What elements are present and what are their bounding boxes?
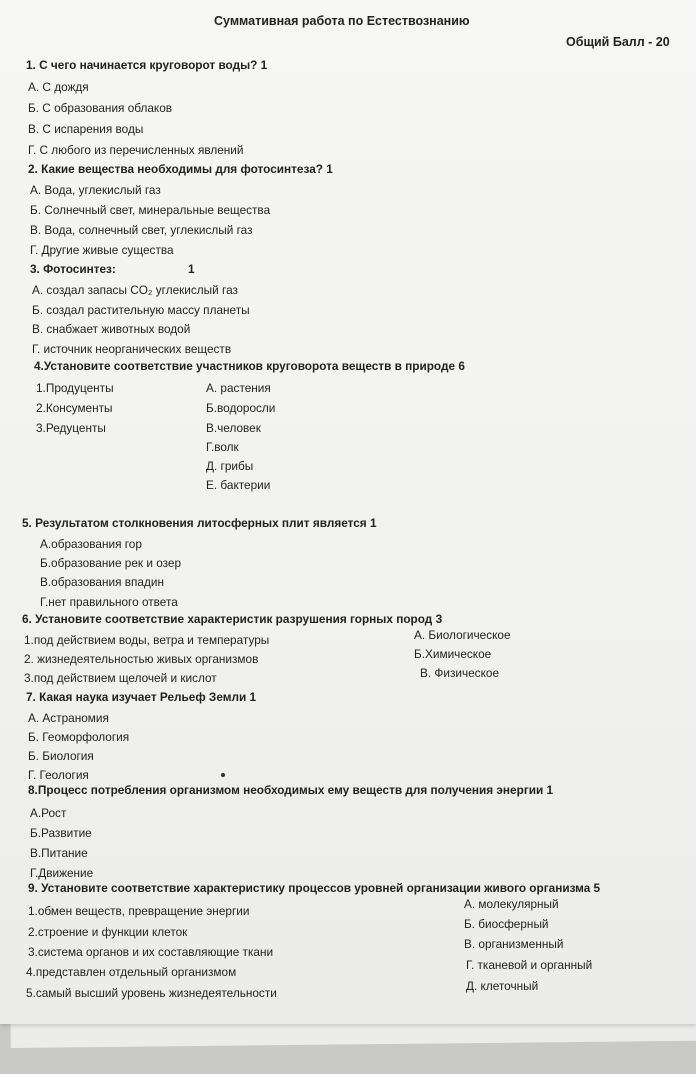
q2-option-c: В. Вода, солнечный свет, углекислый газ — [30, 223, 253, 237]
q8-option-d: Г.Движение — [30, 866, 94, 880]
q3-option-a: А. создал запасы CO₂ углекислый газ — [32, 283, 238, 297]
q3-option-b: Б. создал растительную массу планеты — [32, 303, 250, 317]
q8-option-c: В.Питание — [30, 846, 88, 860]
q6-right-a: А. Биологическое — [414, 628, 511, 642]
q9-right-d: Г. тканевой и органный — [466, 958, 593, 972]
question-8: 8.Процесс потребления организмом необходимых ему веществ для получения энергии 1 — [28, 783, 554, 797]
q2-option-b: Б. Солнечный свет, минеральные вещества — [30, 203, 271, 217]
q6-left-2: 2. жизнедеятельностью живых организмов — [24, 652, 259, 666]
q1-option-d: Г. С любого из перечисленных явлений — [28, 143, 244, 157]
q6-left-1: 1.под действием воды, ветра и температуры — [24, 633, 270, 647]
q4-right-f: Е. бактерии — [206, 478, 271, 492]
question-1: 1. С чего начинается круговорот воды? 1 — [26, 58, 268, 72]
ink-dot — [221, 773, 225, 777]
q1-option-a: А. С дождя — [28, 80, 89, 94]
q5-option-b: Б.образование рек и озер — [40, 556, 182, 570]
q8-option-b: Б.Развитие — [30, 826, 92, 840]
q7-option-d: Г. Геология — [28, 768, 89, 782]
q1-option-c: В. С испарения воды — [28, 122, 144, 136]
q5-option-d: Г.нет правильного ответа — [40, 595, 178, 609]
q4-right-d: Г.волк — [206, 440, 239, 454]
q9-right-c: В. организменный — [464, 937, 564, 951]
question-7: 7. Какая наука изучает Рельеф Земли 1 — [26, 690, 257, 704]
q9-left-1: 1.обмен веществ, превращение энергии — [28, 904, 250, 918]
q7-option-c: Б. Биология — [28, 749, 94, 763]
question-6: 6. Установите соответствие характеристик разрушения горных пород 3 — [22, 612, 443, 626]
q9-left-4: 4.представлен отдельный организмом — [26, 965, 237, 979]
q6-right-c: В. Физическое — [420, 666, 500, 680]
q8-option-a: А.Рост — [30, 806, 67, 820]
q4-right-c: В.человек — [206, 421, 261, 435]
q4-right-a: А. растения — [206, 381, 271, 395]
q4-left-3: 3.Редуценты — [36, 421, 106, 435]
q3-option-c: В. снабжает животных водой — [32, 322, 191, 336]
q6-right-b: Б.Химическое — [414, 647, 492, 661]
q9-left-5: 5.самый высший уровень жизнедеятельности — [26, 986, 277, 1000]
question-5: 5. Результатом столкновения литосферных плит является 1 — [22, 516, 377, 530]
q9-right-a: А. молекулярный — [464, 897, 559, 911]
q9-left-2: 2.строение и функции клеток — [28, 925, 188, 939]
total-score: Общий Балл - 20 — [566, 35, 670, 49]
q4-right-b: Б.водоросли — [206, 401, 276, 415]
q2-option-a: А. Вода, углекислый газ — [30, 183, 161, 197]
question-4: 4.Установите соответствие участников круговорота веществ в природе 6 — [34, 359, 465, 373]
question-9: 9. Установите соответствие характеристику процессов уровней организации живого организма 5 — [28, 881, 601, 895]
q5-option-a: А.образования гор — [40, 537, 142, 551]
q7-option-a: А. Астраномия — [28, 711, 109, 725]
q9-right-e: Д. клеточный — [466, 979, 539, 993]
q4-right-e: Д. грибы — [206, 459, 254, 473]
q6-left-3: 3.под действием щелочей и кислот — [24, 671, 217, 685]
q3-option-d: Г. источник неорганических веществ — [32, 342, 232, 356]
q4-left-1: 1.Продуценты — [36, 381, 114, 395]
q1-option-b: Б. С образования облаков — [28, 101, 173, 115]
question-2: 2. Какие вещества необходимы для фотосинтеза? 1 — [28, 162, 333, 176]
q9-left-3: 3.система органов и их составляющие ткани — [28, 945, 274, 959]
question-3-points: 1 — [188, 262, 195, 276]
q2-option-d: Г. Другие живые существа — [30, 243, 174, 257]
q9-right-b: Б. биосферный — [464, 917, 549, 931]
q7-option-b: Б. Геоморфология — [28, 730, 130, 744]
q5-option-c: В.образования впадин — [40, 575, 164, 589]
page-title: Суммативная работа по Естествознанию — [214, 14, 470, 28]
q4-left-2: 2.Консументы — [36, 401, 113, 415]
question-3: 3. Фотосинтез: — [30, 262, 116, 276]
